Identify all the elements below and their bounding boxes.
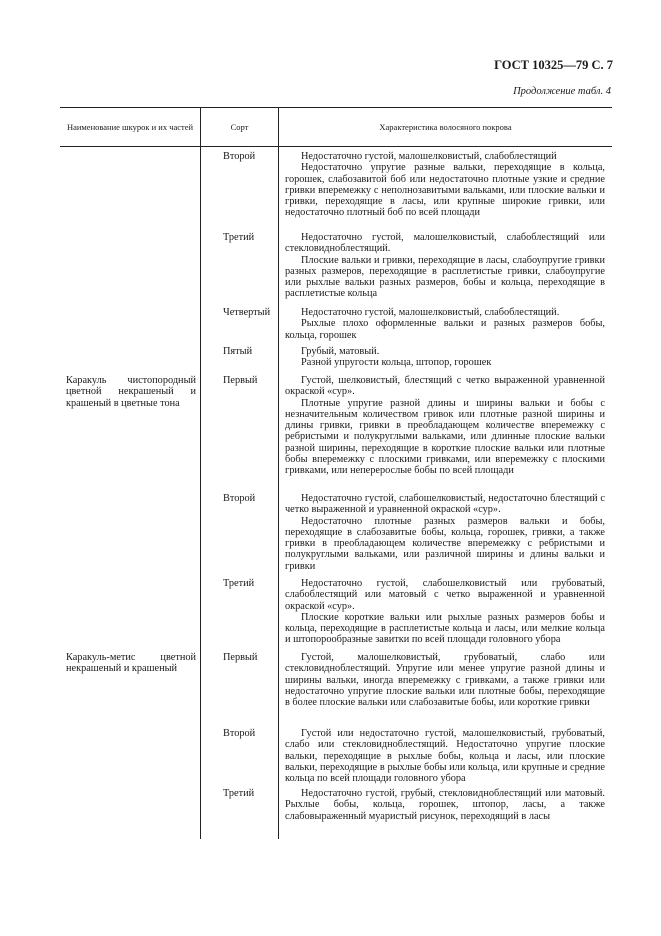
table-header <box>60 107 612 147</box>
characteristic-text: Недостаточно густой, слабошелковистый или грубоватый, слабоблестящий или матовый с четко выраженной и уравненной окраской «сур». <box>285 578 605 612</box>
grade-cell: Четвертый <box>223 307 271 318</box>
grade-cell: Третий <box>223 788 255 799</box>
characteristic-text: Рыхлые плохо оформленные вальки и разных размеров бобы, кольца, горошек <box>285 318 605 341</box>
column-header-characteristic: Характеристика волосяного покрова <box>278 108 612 146</box>
characteristic-text: Недостаточно густой, малошелковистый, слабоблестящий <box>301 151 557 162</box>
characteristic-cell <box>285 151 605 219</box>
characteristic-text: Недостаточно густой, малошелковистый, слабоблестящий или стекловиднoблестящий. <box>285 232 605 255</box>
characteristic-text: Недостаточно густой, малошелковистый, слабоблестящий. <box>301 307 560 318</box>
grade-cell: Первый <box>223 375 258 386</box>
grade-cell: Первый <box>223 652 258 663</box>
characteristic-text: Недостаточно густой, грубый, стекловиднoблестящий или матовый. Рыхлые бобы, кольца, горошек, штопор, ласы, а также слабовыраженный муаристый рисунок, переходящий в ласы <box>285 788 605 822</box>
characteristic-text: Недостаточно упругие разные вальки, переходящие в кольца, горошек, слабозавитой боб или недостаточно плотные узкие и средние гривки вперемежку с неполнозавитыми вальками, или плоские вальки и гривки, переходящие в ласы, или крупные широкие гривки, или недостаточно плотный боб по всей площади <box>285 162 605 219</box>
category-label: Каракуль-метис цветной некрашеный и крашеный <box>66 652 196 675</box>
characteristic-text: Плотные упругие разной длины и ширины вальки и бобы с незначительным количеством гривок или плотные разной ширины и длины гривки, гривки в преобладающем количестве вперемежку с ребристыми и полукруглыми вальками, или длинные плоские вальки разной ширины, переходящие в короткие плоские вальки или плотные бобы вперемежку с плоскими гривками, или вперемежку с плоскими гривками, или неперерослые бобы по всей площади <box>285 397 605 477</box>
characteristic-text: Плоские короткие вальки или рыхлые разных размеров бобы и кольца, переходящие в расплетистые кольца и ласы, или мелкие кольца и штопорообразные завитки по всей площади головного убора <box>285 611 605 646</box>
grade-column <box>200 147 278 839</box>
characteristic-cell <box>285 788 605 822</box>
characteristic-column <box>278 147 612 839</box>
characteristic-cell <box>285 346 605 369</box>
grade-cell: Третий <box>223 232 255 243</box>
column-header-name: Наименование шкурок и их частей <box>66 122 194 132</box>
table-continuation-note: Продолжение табл. 4 <box>513 86 611 97</box>
grade-cell: Второй <box>223 728 256 739</box>
grade-cell: Второй <box>223 151 256 162</box>
category-label: Каракуль чистопородный цветной некрашеный и крашеный в цветные тона <box>66 375 196 409</box>
characteristic-text: Плоские вальки и гривки, переходящие в ласы, слабоупругие гривки разных размеров, переходящие в расплетистые гривки, слабоупругие или рыхлые вальки разных размеров, бобы и кольца, переходящие в расплетистые кольца <box>285 254 605 300</box>
characteristic-text: Густой или недостаточно густой, малошелковистый, грубоватый, слабо или стекловиднoблестящий. Недостаточно упругие плоские вальки, переходящие в рыхлые бобы, кольца и ласы, или плоские вальки, переходящие в рыхлые бобы или кольца, или крупные и средние кольца по всей площади головного убора <box>285 728 605 785</box>
characteristic-cell <box>285 375 605 477</box>
characteristic-cell <box>285 728 605 784</box>
column-header-grade: Сорт <box>200 108 278 146</box>
characteristic-text: Недостаточно густой, слабошелковистый, недостаточно блестящий с четко выраженной и уравненной окраской «сур». <box>285 493 605 516</box>
characteristic-cell <box>285 652 605 708</box>
page-header: ГОСТ 10325—79 С. 7 <box>494 58 613 72</box>
grade-cell: Третий <box>223 578 255 589</box>
characteristic-cell <box>285 493 605 572</box>
characteristic-text: Густой, малошелковистый, грубоватый, слабо или стекловиднoблестящий. Упругие или менее упругие разной длины и ширины вальки, иногда вперемежку с гривками, а также гривки или недостаточно упругие плоские вальки или плотные бобы, переходящие в более плоские вальки или слабозавитые бобы, или короткие гривки <box>285 652 605 709</box>
characteristic-text: Недостаточно плотные разных размеров вальки и бобы, переходящие в слабозавитые бобы, кольца, горошек, гривки, а также гривки в преобладающем количестве вперемежку с ребристыми и полукруглыми вальками, или различной ширины и длины вальки и гривки <box>285 515 605 572</box>
grade-cell: Второй <box>223 493 256 504</box>
table-body <box>60 147 612 839</box>
category-column <box>60 147 200 839</box>
characteristic-text: Густой, шелковистый, блестящий с четко выраженной уравненной окраской «сур». <box>285 375 605 398</box>
grade-cell: Пятый <box>223 346 253 357</box>
characteristic-text: Грубый, матовый. <box>301 346 380 357</box>
quality-table <box>60 107 612 839</box>
characteristic-text: Разной упругости кольца, штопор, горошек <box>301 357 492 369</box>
characteristic-cell <box>285 578 605 646</box>
characteristic-cell <box>285 307 605 341</box>
characteristic-cell <box>285 232 605 300</box>
